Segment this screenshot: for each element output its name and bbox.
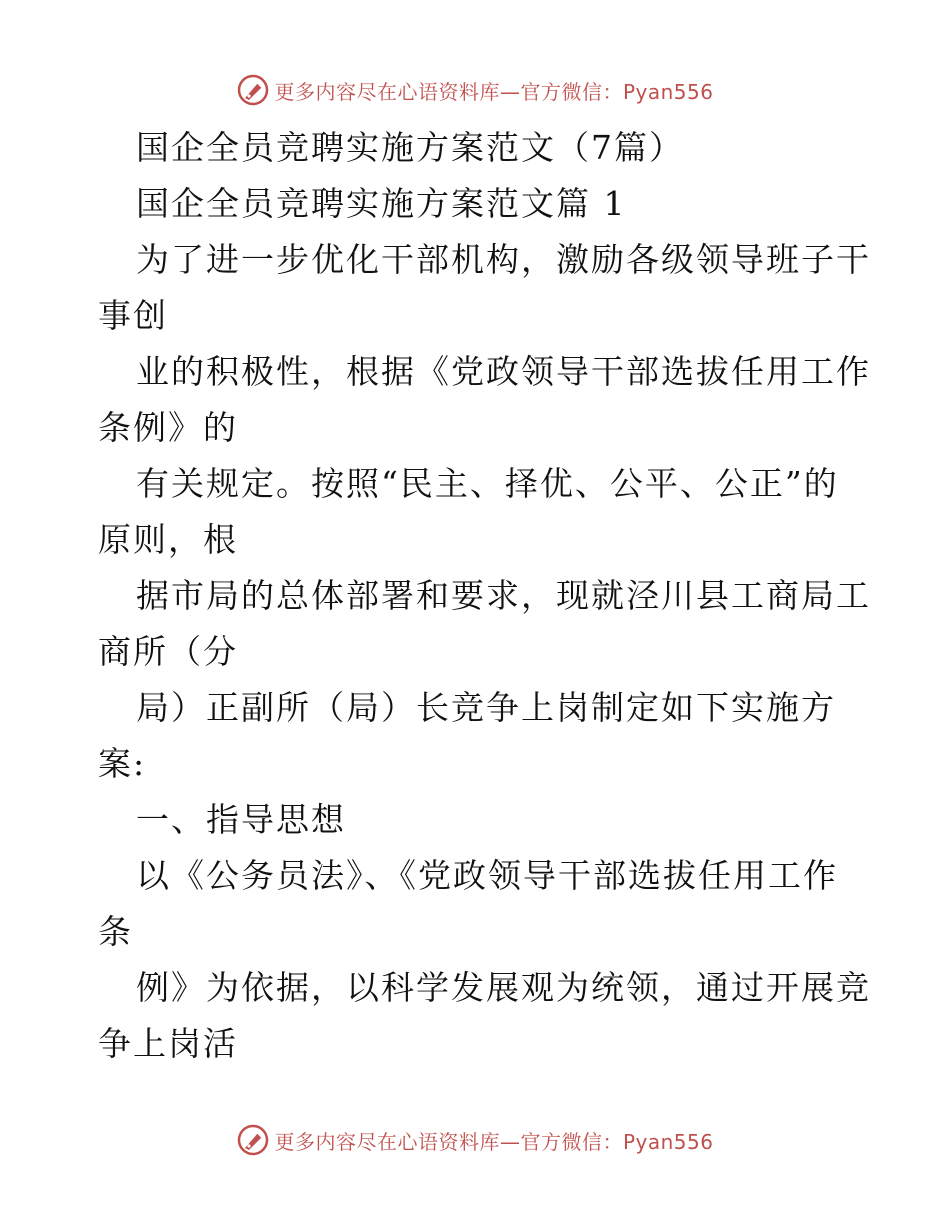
footer-watermark-banner — [0, 1118, 950, 1162]
text-line: 为了进一步优化干部机构，激励各级领导班子干 — [136, 240, 871, 279]
text-line: 事创 — [98, 296, 168, 335]
text-line: 国企全员竞聘实施方案范文篇 1 — [136, 184, 627, 223]
header-watermark-banner — [0, 68, 950, 112]
pen-nib-logo-icon — [236, 73, 270, 107]
text-line: 一、指导思想 — [136, 800, 346, 839]
text-line: 以《公务员法》、《党政领导干部选拔任用工作 — [136, 856, 838, 895]
text-line: 例》为依据，以科学发展观为统领，通过开展竞 — [136, 968, 871, 1007]
text-line: 国企全员竞聘实施方案范文（7篇） — [136, 128, 684, 167]
text-line: 商所（分 — [98, 632, 238, 671]
pen-nib-logo-icon — [236, 1123, 270, 1157]
text-line: 业的积极性，根据《党政领导干部选拔任用工作 — [136, 352, 871, 391]
text-line: 局）正副所（局）长竞争上岗制定如下实施方 — [136, 688, 836, 727]
text-line: 案: — [98, 744, 147, 783]
text-line: 条例》的 — [98, 408, 238, 447]
text-line: 原则，根 — [98, 520, 238, 559]
header-watermark-text: 更多内容尽在心语资料库—官方微信：Pyan556 — [274, 79, 714, 104]
document-body — [98, 120, 871, 1072]
text-line: 有关规定。按照“民主、择优、公平、公正”的 — [136, 464, 839, 503]
text-line: 条 — [98, 912, 133, 951]
text-line: 据市局的总体部署和要求，现就泾川县工商局工 — [136, 576, 871, 615]
footer-watermark-text: 更多内容尽在心语资料库—官方微信：Pyan556 — [274, 1129, 714, 1154]
text-line: 争上岗活 — [98, 1024, 238, 1063]
